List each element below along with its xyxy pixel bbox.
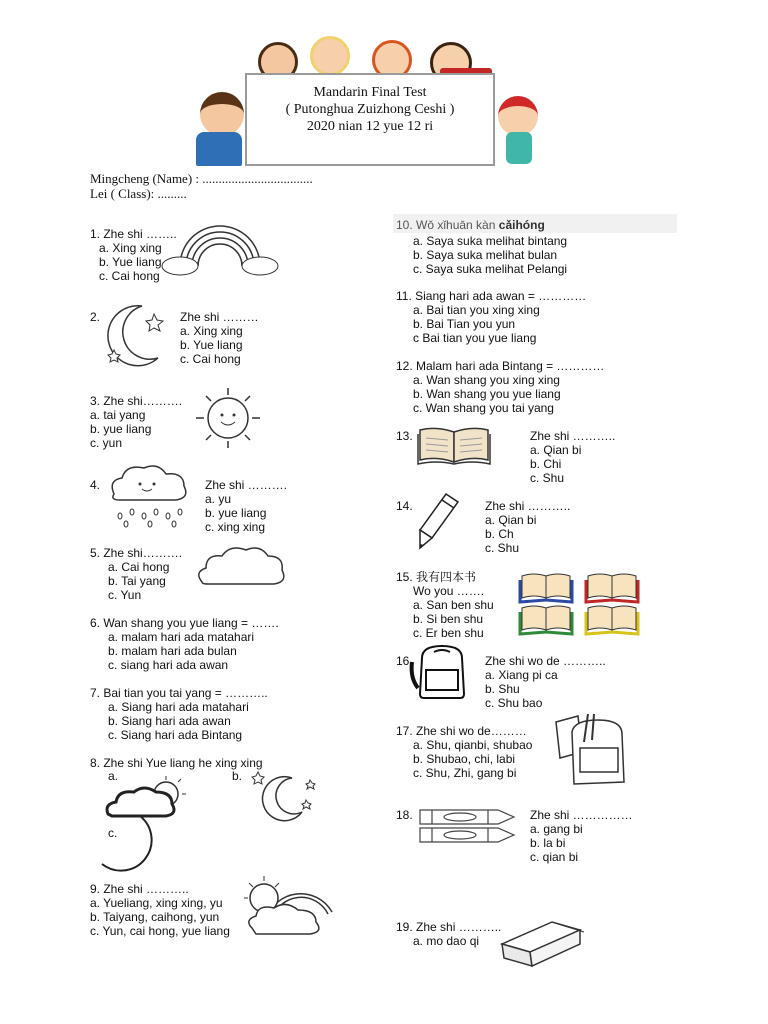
q9-option-b[interactable]: b. Taiyang, caihong, yun <box>90 910 220 924</box>
q14-option-a[interactable]: a. Qian bi <box>485 513 537 527</box>
q4-stem: Zhe shi ………. <box>205 478 288 492</box>
q6-option-b[interactable]: b. malam hari ada bulan <box>108 644 237 658</box>
q14-stem: Zhe shi ……….. <box>485 499 571 513</box>
q3-option-a[interactable]: a. tai yang <box>90 408 146 422</box>
backpack-icon <box>408 644 472 700</box>
q15-option-a[interactable]: a. San ben shu <box>413 598 494 612</box>
q7-option-b[interactable]: b. Siang hari ada awan <box>108 714 231 728</box>
q7-stem: 7. Bai tian you tai yang = ……….. <box>90 686 268 700</box>
q5-option-b[interactable]: b. Tai yang <box>108 574 166 588</box>
cloud-icon <box>194 542 288 592</box>
q8-stem: 8. Zhe shi Yue liang he xing xing <box>90 756 263 770</box>
q15-option-c[interactable]: c. Er ben shu <box>413 626 484 640</box>
q3-stem: 3. Zhe shi………. <box>90 394 183 408</box>
q4-option-b[interactable]: b. yue liang <box>205 506 267 520</box>
q2-number: 2. <box>90 310 101 324</box>
q8-option-c[interactable]: c. <box>108 826 118 840</box>
q13-stem: Zhe shi ……….. <box>530 429 616 443</box>
q8-option-a[interactable]: a. <box>108 769 119 783</box>
rainbow-icon <box>160 218 280 278</box>
boy-figure <box>196 132 242 166</box>
q4-number: 4. <box>90 478 101 492</box>
moon-stars-icon <box>244 772 320 822</box>
q18-option-c[interactable]: c. qian bi <box>530 850 579 864</box>
q18-number: 18. <box>396 808 413 822</box>
q19-stem: 19. Zhe shi ……….. <box>396 920 502 934</box>
q9-option-a[interactable]: a. Yueliang, xing xing, yu <box>90 896 223 910</box>
q15-option-b[interactable]: b. Si ben shu <box>413 612 484 626</box>
name-field[interactable]: Mingcheng (Name) : .................................. <box>90 171 313 186</box>
q3-option-b[interactable]: b. yue liang <box>90 422 152 436</box>
test-title: Mandarin Final Test <box>313 85 427 100</box>
q9-stem: 9. Zhe shi ……….. <box>90 882 189 896</box>
q1-option-b[interactable]: b. Yue liang <box>99 255 162 269</box>
q10-stem-bold: cǎihóng <box>498 218 545 232</box>
q17-option-c[interactable]: c. Shu, Zhi, gang bi <box>413 766 517 780</box>
q3-option-c[interactable]: c. yun <box>90 436 123 450</box>
q16-stem: Zhe shi wo de ……….. <box>485 654 606 668</box>
q2-option-a[interactable]: a. Xing xing <box>180 324 243 338</box>
q6-option-c[interactable]: c. siang hari ada awan <box>108 658 229 672</box>
q7-option-a[interactable]: a. Siang hari ada matahari <box>108 700 249 714</box>
moon-icon <box>98 814 158 870</box>
q6-stem: 6. Wan shang you yue liang = ……. <box>90 616 279 630</box>
q13-option-b[interactable]: b. Chi <box>530 457 562 471</box>
q14-option-b[interactable]: b. Ch <box>485 527 514 541</box>
q10-option-c[interactable]: c. Saya suka melihat Pelangi <box>413 262 568 276</box>
q9-option-c[interactable]: c. Yun, cai hong, yue liang <box>90 924 230 938</box>
q2-stem: Zhe shi ……… <box>180 310 259 324</box>
open-book-icon <box>416 424 492 466</box>
q11-option-b[interactable]: b. Bai Tian you yun <box>413 317 516 331</box>
q5-option-c[interactable]: c. Yun <box>108 588 142 602</box>
q16-option-c[interactable]: c. Shu bao <box>485 696 543 710</box>
moon-icon <box>102 300 172 370</box>
q5-stem: 5. Zhe shi………. <box>90 546 183 560</box>
eraser-icon <box>498 916 584 970</box>
q2-option-b[interactable]: b. Yue liang <box>180 338 243 352</box>
four-books-icon <box>518 572 644 636</box>
q12-option-a[interactable]: a. Wan shang you xing xing <box>413 373 560 387</box>
q10-option-b[interactable]: b. Saya suka melihat bulan <box>413 248 558 262</box>
q17-option-a[interactable]: a. Shu, qianbi, shubao <box>413 738 533 752</box>
q7-option-c[interactable]: c. Siang hari ada Bintang <box>108 728 243 742</box>
boy-figure <box>200 92 244 136</box>
girl-figure <box>506 132 532 164</box>
q18-option-b[interactable]: b. la bi <box>530 836 566 850</box>
class-field[interactable]: Lei ( Class): ......... <box>90 186 187 201</box>
q4-option-c[interactable]: c. xing xing <box>205 520 266 534</box>
q5-option-a[interactable]: a. Cai hong <box>108 560 170 574</box>
q15-pinyin: Wo you ……. <box>413 584 485 598</box>
test-date: 2020 nian 12 yue 12 ri <box>306 119 434 134</box>
q11-option-c[interactable]: c Bai tian you yue liang <box>413 331 537 345</box>
q8-option-b[interactable]: b. <box>232 769 243 783</box>
q14-number: 14. <box>396 499 413 513</box>
q12-option-c[interactable]: c. Wan shang you tai yang <box>413 401 554 415</box>
q14-option-c[interactable]: c. Shu <box>485 541 520 555</box>
crayons-icon <box>418 806 518 848</box>
q13-option-a[interactable]: a. Qian bi <box>530 443 582 457</box>
rain-cloud-icon <box>104 462 194 532</box>
q17-stem: 17. Zhe shi wo de……… <box>396 724 527 738</box>
q6-option-a[interactable]: a. malam hari ada matahari <box>108 630 255 644</box>
q12-stem: 12. Malam hari ada Bintang = ………… <box>396 359 605 373</box>
q12-option-b[interactable]: b. Wan shang you yue liang <box>413 387 561 401</box>
q1-option-c[interactable]: c. Cai hong <box>99 269 160 283</box>
q15-stem: 15. 我有四本书 <box>396 570 477 584</box>
q18-stem: Zhe shi …………… <box>530 808 633 822</box>
sun-icon <box>186 386 270 450</box>
q13-number: 13. <box>396 429 413 443</box>
title-banner <box>245 73 495 166</box>
q10-number: 10. <box>396 218 413 232</box>
q1-option-a[interactable]: a. Xing xing <box>99 241 162 255</box>
school-bag-supplies-icon <box>548 712 632 788</box>
q11-option-a[interactable]: a. Bai tian you xing xing <box>413 303 540 317</box>
q16-number: 16. <box>396 654 413 668</box>
q4-option-a[interactable]: a. yu <box>205 492 232 506</box>
q10-option-a[interactable]: a. Saya suka melihat bintang <box>413 234 568 248</box>
kid-figure <box>310 36 350 76</box>
q17-option-b[interactable]: b. Shubao, chi, labi <box>413 752 516 766</box>
q16-option-b[interactable]: b. Shu <box>485 682 520 696</box>
q13-option-c[interactable]: c. Shu <box>530 471 565 485</box>
q10-stem-text: Wǒ xǐhuān kàn <box>416 218 496 232</box>
sun-rainbow-cloud-icon <box>236 872 336 938</box>
q18-option-a[interactable]: a. gang bi <box>530 822 583 836</box>
q19-option-a[interactable]: a. mo dao qi <box>413 934 480 948</box>
q11-stem: 11. Siang hari ada awan = ………… <box>396 289 587 303</box>
pencil-icon <box>416 492 462 550</box>
girl-figure <box>498 96 538 136</box>
q10-stem <box>396 218 545 232</box>
q1-stem: 1. Zhe shi …….. <box>90 227 177 241</box>
test-subtitle: ( Putonghua Zuizhong Ceshi ) <box>285 102 455 117</box>
q2-option-c[interactable]: c. Cai hong <box>180 352 241 366</box>
q16-option-a[interactable]: a. Xiang pi ca <box>485 668 558 682</box>
